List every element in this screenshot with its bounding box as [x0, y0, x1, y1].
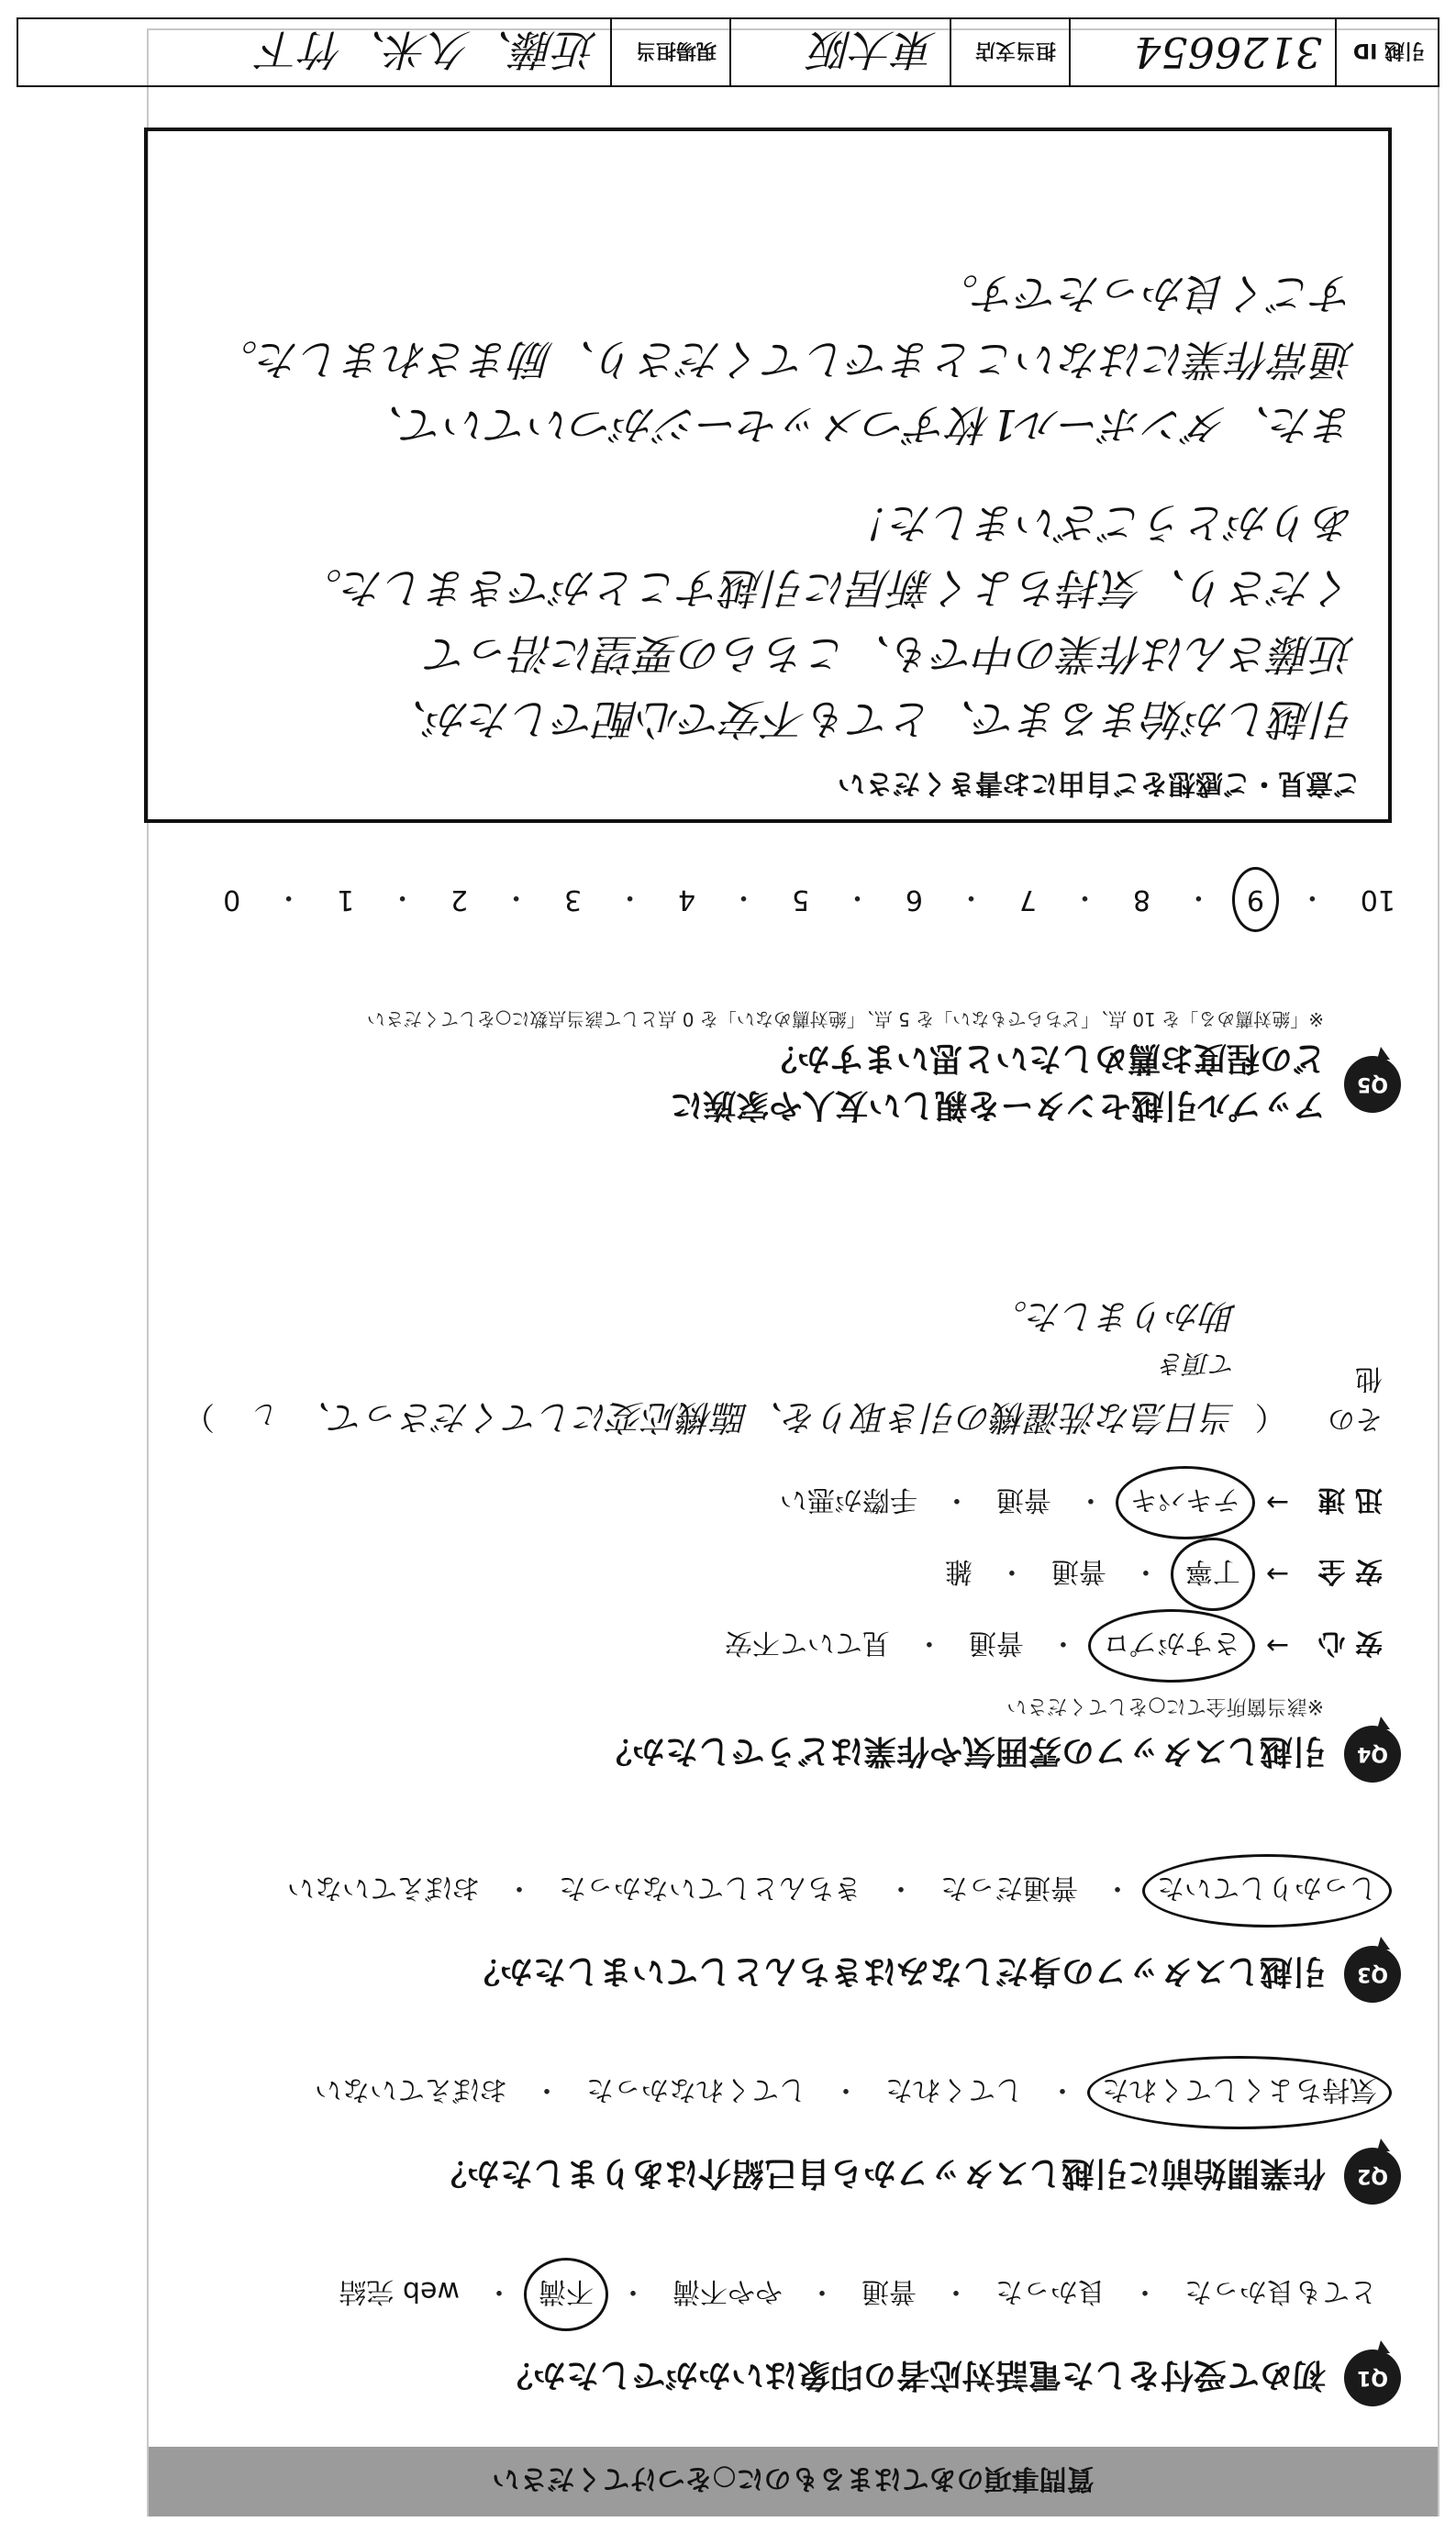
q5-score[interactable]: 7	[1018, 883, 1037, 917]
q5-note: ※「絶対薦める」を 10 点、「どちらでもない」を 5 点、「絶対薦めない」を 0 点として該当点数に○をしてください	[366, 1008, 1324, 1030]
q5-badge: Q5	[1344, 1056, 1401, 1113]
q2-badge: Q2	[1344, 2148, 1401, 2205]
move-id-label: 引越 ID	[1352, 39, 1425, 62]
comment-line-blank	[175, 457, 1355, 490]
question-5	[183, 1007, 1401, 1131]
q5-score[interactable]: 0	[223, 883, 241, 917]
move-id-value-cell[interactable]	[1071, 19, 1337, 85]
arrow-right-icon: →	[1265, 1558, 1289, 1591]
q4-text: 引越しスタッフの雰囲気や作業はどうでしたか？	[598, 1732, 1326, 1771]
comment-line: 通常作業にはないことまでしてくださり、励まされました。	[216, 334, 1355, 384]
q4-badge: Q4	[1344, 1726, 1401, 1783]
q4-row-label: 安 全	[1317, 1555, 1383, 1587]
comment-line: すごく良かったです。	[936, 269, 1355, 319]
question-1	[183, 2271, 1401, 2406]
q4-option[interactable]: 手際が悪い	[779, 1483, 917, 1516]
instruction-banner	[149, 2447, 1438, 2516]
question-4	[183, 1291, 1401, 1783]
q3-options: しっかりしていた ・ 普通だった ・ きちんとしていなかった ・ おぼえていない	[183, 1867, 1401, 1915]
comment-line: また、ダンボール1枚ずつメッセージがついていて、	[361, 399, 1355, 450]
q3-text: 引越しスタッフの身だしなみはきちんとしていましたか？	[466, 1952, 1326, 1991]
move-id-label-cell	[1337, 19, 1438, 85]
q5-score[interactable]: 8	[1132, 883, 1150, 917]
q1-option[interactable]: やや不満	[672, 2275, 783, 2307]
staff-value: 近藤、久米、竹下	[260, 25, 597, 74]
q4-option[interactable]: 見ていて不安	[724, 1627, 890, 1659]
q4-other: その他 （ 当日急な洗濯機の引き取りを、臨機応変にしてくださって、 して頂き 助かりました。 ）	[183, 1291, 1401, 1442]
move-id-value: 3126654	[1134, 28, 1322, 77]
q4-other-handwritten: 当日急な洗濯機の引き取りを、臨機応変にしてくださって、	[295, 1397, 1237, 1438]
q1-option[interactable]: 良かった	[995, 2275, 1106, 2307]
q4-option-selected[interactable]: テキパキ	[1125, 1479, 1246, 1527]
q4-option-selected[interactable]: さすがプロ	[1097, 1622, 1246, 1670]
q4-other-label: その他	[1328, 1362, 1383, 1435]
q2-options: 気持ちよくしてくれた ・ してくれた ・ してくれなかった ・ おぼえていない	[183, 2069, 1401, 2116]
q4-row-anshin: 安 心 → さすがプロ ・ 普通 ・ 見ていて不安	[183, 1622, 1401, 1670]
q5-text-1: アップル引越センターを親しい友人や家族に	[670, 1086, 1326, 1124]
staff-label-cell	[612, 19, 731, 85]
q4-other-handwritten-2: 助かりました。	[992, 1295, 1237, 1337]
q4-option[interactable]: 普通	[1050, 1555, 1106, 1587]
q5-text-2: どの程度お薦めしたいと思いますか？	[763, 1039, 1326, 1077]
q4-other-insert: して頂き	[253, 1348, 1237, 1429]
q2-option-selected[interactable]: 気持ちよくしてくれた	[1096, 2069, 1383, 2116]
q4-row-anzen: 安 全 → 丁寧 ・ 普通 ・ 雑	[183, 1550, 1401, 1598]
branch-value: 東大阪	[810, 25, 937, 74]
arrow-right-icon: →	[1265, 1629, 1289, 1662]
comment-text	[175, 261, 1355, 751]
arrow-right-icon: →	[1265, 1486, 1289, 1519]
branch-label: 担当支店	[974, 39, 1056, 62]
q4-row-jinsoku: 迅 速 → テキパキ ・ 普通 ・ 手際が悪い	[183, 1479, 1401, 1527]
q3-option[interactable]: おぼえていない	[287, 1872, 480, 1904]
q4-option[interactable]: 普通	[968, 1627, 1024, 1659]
q4-option[interactable]: 雑	[944, 1555, 973, 1587]
q5-score[interactable]: 4	[678, 883, 696, 917]
q4-option-selected[interactable]: 丁寧	[1180, 1550, 1246, 1598]
q5-score[interactable]: 1	[337, 883, 355, 917]
comment-heading: ご意見・ご感想をご自由にお書きください	[838, 767, 1361, 799]
q1-options: とても良かった ・ 良かった ・ 普通 ・ やや不満 ・ 不満 ・ web 完結	[183, 2271, 1401, 2318]
q4-row-label: 迅 速	[1317, 1483, 1383, 1516]
q3-option-selected[interactable]: しっかりしていた	[1151, 1867, 1383, 1915]
q5-score[interactable]: 3	[564, 883, 583, 917]
q4-option[interactable]: 普通	[995, 1483, 1051, 1516]
q5-score[interactable]: 5	[791, 883, 810, 917]
q4-other-answer[interactable]	[233, 1291, 1237, 1442]
q1-badge: Q1	[1344, 2350, 1401, 2406]
q1-option[interactable]: web 完結	[339, 2275, 460, 2307]
q1-option-selected[interactable]: 不満	[533, 2271, 599, 2318]
q2-text: 作業開始前に引越しスタッフから自己紹介はありましたか？	[433, 2154, 1326, 2193]
q2-option[interactable]: おぼえていない	[315, 2073, 507, 2105]
instruction-text: 質問事項のあてはまるものに○をつけてください	[492, 2462, 1095, 2494]
q5-score[interactable]: 2	[450, 883, 469, 917]
comment-line: 引越しが始まるまで、とても不安で心配でしたが、	[384, 694, 1355, 744]
staff-label: 現場担当	[635, 39, 717, 62]
q5-score[interactable]: 6	[905, 883, 924, 917]
q1-text: 初めて受付をした電話対応者の印象はいかがでしたか？	[499, 2356, 1326, 2394]
q3-badge: Q3	[1344, 1946, 1401, 2003]
footer-table	[17, 17, 1439, 87]
q5-scale: 10 ・ 9 ・ 8 ・ 7 ・ 6 ・ 5 ・ 4 ・ 3 ・ 2 ・ 1 ・ 0	[217, 880, 1401, 920]
comment-line: 近藤さんは作業の中でも、こちらの要望に沿って	[427, 628, 1355, 679]
question-2	[183, 2069, 1401, 2205]
q1-option[interactable]: とても良かった	[1184, 2275, 1377, 2307]
branch-value-cell[interactable]	[731, 19, 951, 85]
comment-box[interactable]	[144, 128, 1392, 823]
q2-option[interactable]: してくれた	[885, 2073, 1023, 2105]
q3-option[interactable]: きちんとしていなかった	[559, 1872, 861, 1904]
q5-score[interactable]: 10	[1360, 883, 1395, 917]
q4-note: ※該当箇所全てに○をしてください	[1006, 1694, 1324, 1717]
q1-option[interactable]: 普通	[861, 2275, 917, 2307]
branch-label-cell	[951, 19, 1071, 85]
q3-option[interactable]: 普通だった	[940, 1872, 1078, 1904]
comment-line: ありがとうございました！	[849, 498, 1355, 549]
q4-row-label: 安 心	[1317, 1627, 1383, 1659]
staff-value-cell[interactable]	[18, 19, 612, 85]
question-3	[183, 1867, 1401, 2003]
q2-option[interactable]: してくれなかった	[586, 2073, 806, 2105]
comment-line: くださり、気持ちよく新居に引越すことができました。	[300, 563, 1355, 614]
q5-score-selected[interactable]: 9	[1241, 881, 1270, 920]
